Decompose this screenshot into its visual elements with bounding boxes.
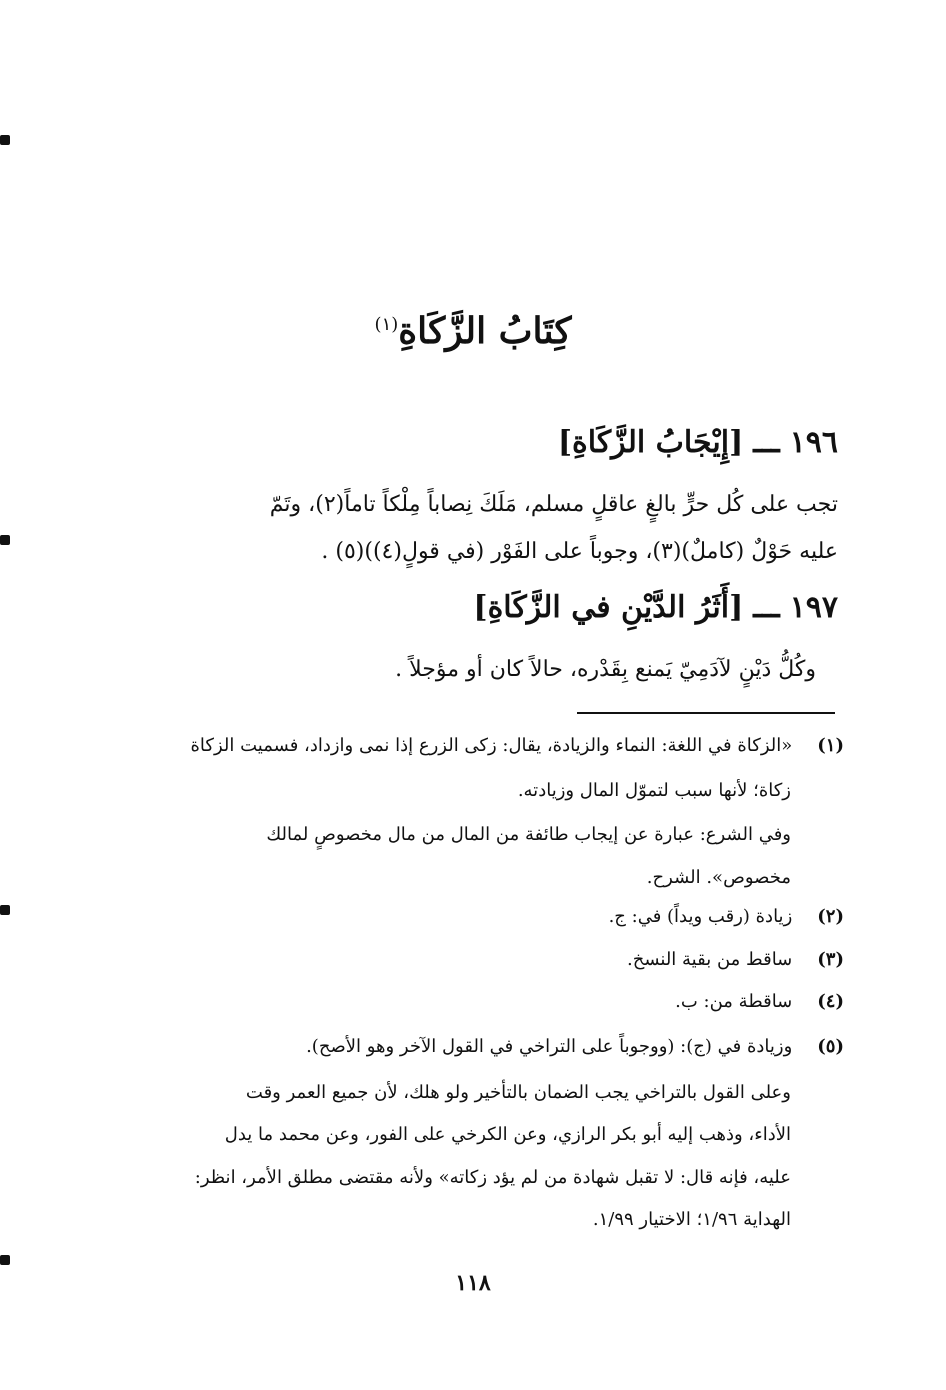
section-heading-196 (98, 425, 838, 460)
footnote-number: (٤) (817, 991, 844, 1012)
footnote-3 (84, 946, 844, 974)
footnote-line: الأداء، وذهب إليه أبو بكر الرازي، وعن الكرخي على الفور، وعن محمد ما يدل (224, 1124, 791, 1145)
footnote-5 (84, 1033, 844, 1061)
footnote-line: ساقط من بقية النسخ. (626, 949, 793, 970)
footnote-2 (84, 903, 844, 931)
footnote-number: (٣) (817, 949, 844, 970)
page-number: ١١٨ (455, 1270, 491, 1296)
footnote-number: (١) (817, 735, 844, 756)
footnote-line: «الزكاة في اللغة: النماء والزيادة، يقال: زكى الزرع إذا نمى وازداد، فسميت الزكاة (190, 735, 793, 756)
footnote-number: (٢) (817, 906, 844, 927)
footnote-separator (577, 712, 835, 714)
footnote-line: زكاة؛ لأنها سبب لتموّل المال وزيادته. (517, 780, 791, 801)
footnote-line: عليه، فإنه قال: لا تقبل شهادة من لم يؤد زكاته» ولأنه مقتضى مطلق الأمر، انظر: (194, 1167, 791, 1188)
footnote-line: زيادة (رقب ويداً) في: ج. (608, 906, 793, 927)
footnote-line: مخصوص». الشرح. (646, 867, 791, 888)
footnote-line: وعلى القول بالتراخي يجب الضمان بالتأخير ولو هلك، لأن جميع العمر وقت (245, 1082, 791, 1103)
section-heading-197 (98, 590, 838, 625)
section-dash: ـــ (753, 590, 780, 625)
section-body-line: عليه حَوْلٌ (كاملٌ)(٣)، وجوباً على الفَوْر (في قولٍ(٤))(٥) . (321, 539, 838, 564)
footnote-line: وفي الشرع: عبارة عن إيجاب طائفة من المال من مال مخصوصٍ لمالك (266, 824, 791, 845)
section-number: ١٩٦ (789, 425, 838, 460)
scan-edge-mark (0, 535, 10, 545)
section-title: [أَثَرُ الدَّيْنِ في الزَّكَاةِ] (473, 590, 744, 625)
footnote-4 (84, 988, 844, 1016)
footnote-line: وزيادة في (ج): (ووجوباً على التراخي في القول الآخر وهو الأصح). (306, 1036, 793, 1057)
section-dash: ـــ (753, 425, 780, 460)
footnote-number: (٥) (817, 1036, 844, 1057)
section-title: [إِيْجَابُ الزَّكَاةِ] (557, 425, 744, 460)
scan-edge-mark (0, 905, 10, 915)
scan-edge-mark (0, 135, 10, 145)
section-body-line: وكُلُّ دَيْنٍ لآدَمِيّ يَمنع بِقَدْره، حالاً كان أو مؤجلاً . (395, 657, 816, 682)
section-body-line: تجب على كُل حرٍّ بالغٍ عاقلٍ مسلم، مَلَكَ نِصاباً مِلْكاً تاماً(٢)، وتَمّ (269, 492, 838, 517)
footnote-line: ساقطة من: ب. (675, 991, 793, 1012)
section-number: ١٩٧ (789, 590, 838, 625)
scan-edge-mark (0, 1255, 10, 1265)
footnote-line: الهداية ١/٩٦؛ الاختيار ١/٩٩. (592, 1209, 791, 1230)
book-title (0, 310, 946, 352)
book-title-text: كِتَابُ الزَّكَاةِ (398, 310, 572, 352)
footnote-1 (84, 732, 844, 760)
book-title-footnote-ref: (١) (374, 314, 399, 335)
